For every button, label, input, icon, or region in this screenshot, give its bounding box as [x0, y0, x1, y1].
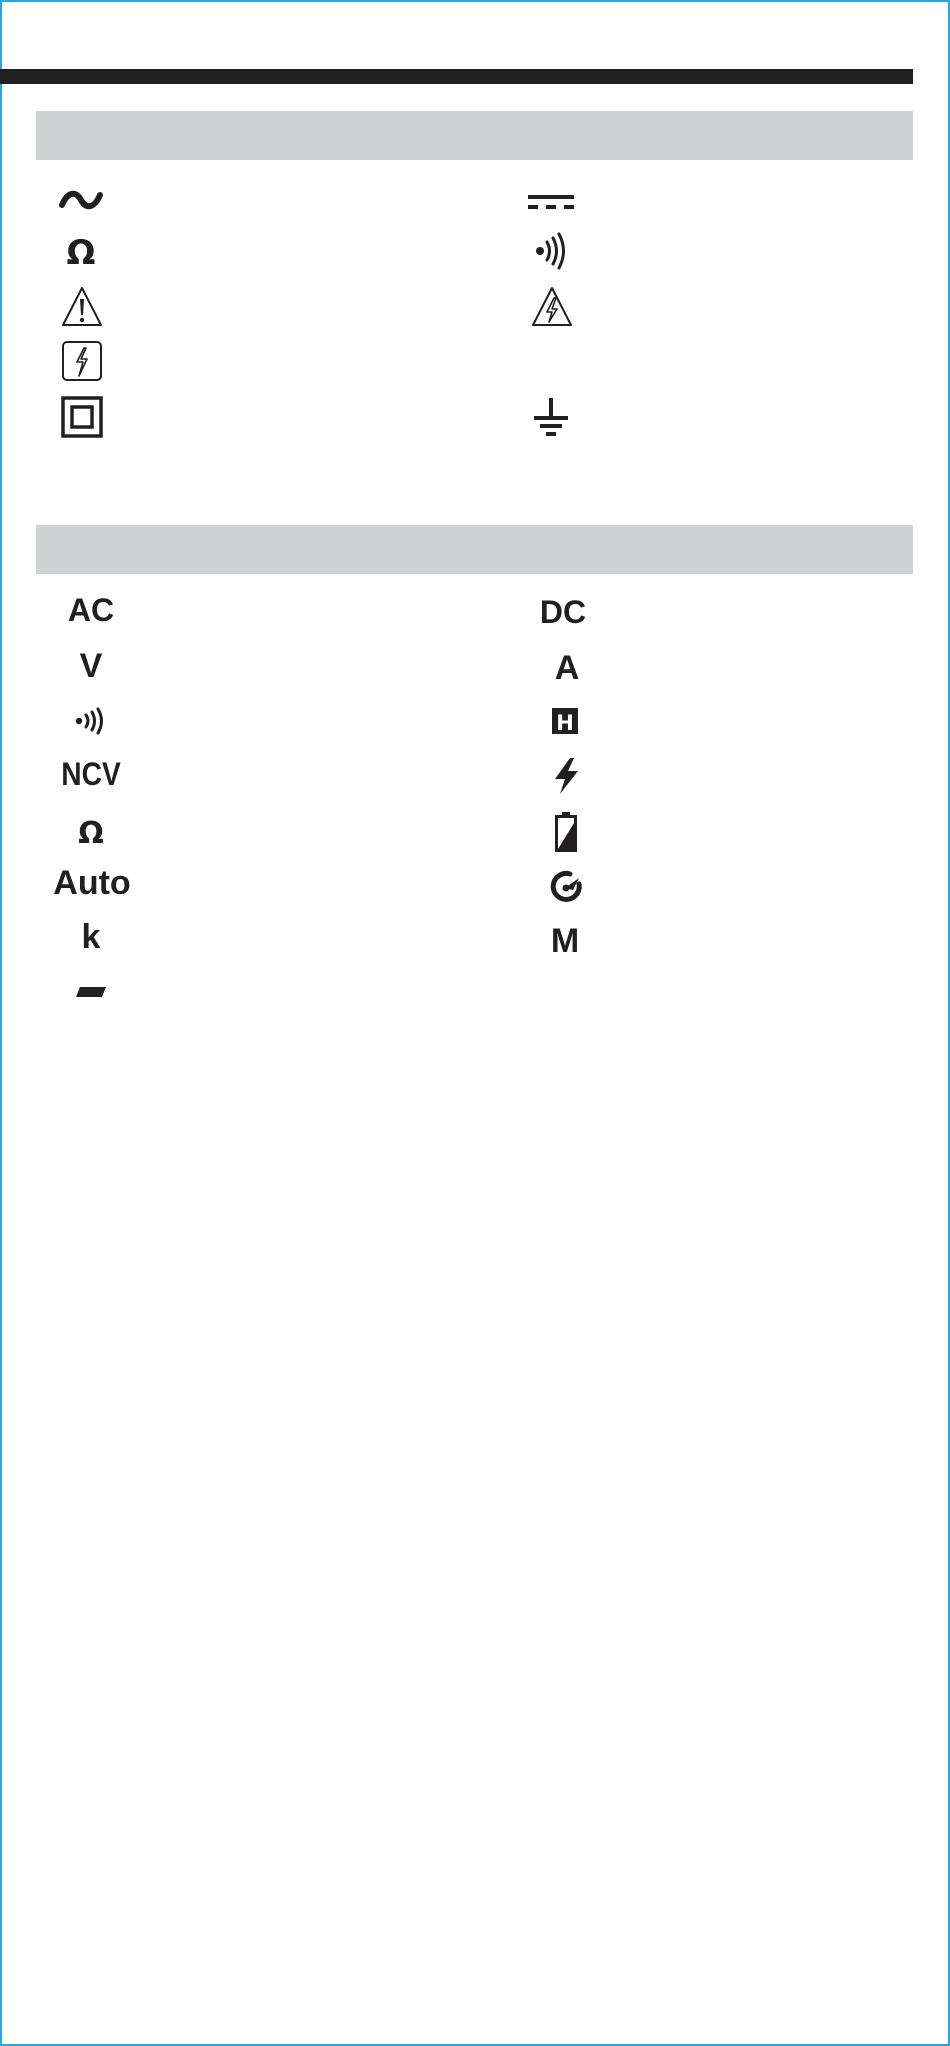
- battery-icon: [552, 810, 580, 854]
- ncv-label: NCV: [61, 756, 121, 792]
- ohm-icon: [60, 231, 102, 271]
- high-voltage-box-icon: [60, 339, 104, 383]
- continuity-buzzer-icon: [530, 229, 572, 273]
- svg-text:H: H: [556, 711, 574, 735]
- svg-text:Ω: Ω: [66, 234, 96, 268]
- kilo-label: k: [81, 918, 101, 956]
- dc-label: DC: [539, 594, 587, 630]
- ohm-label: Ω: [78, 816, 104, 849]
- data-hold-icon: [548, 705, 582, 737]
- lightning-icon: [548, 756, 584, 796]
- mega-label: M: [550, 922, 580, 960]
- ac-label: AC: [67, 592, 115, 628]
- continuity-icon: [70, 704, 112, 738]
- auto-label: Auto: [53, 864, 131, 902]
- double-insulation-icon: [60, 395, 104, 439]
- auto-off-icon: [546, 866, 586, 906]
- ohm-display-icon: [72, 812, 110, 852]
- section-header-band-2: [36, 525, 913, 574]
- dc-icon: [526, 189, 576, 215]
- ac-tilde-icon: [56, 183, 106, 219]
- amp-label: A: [554, 649, 580, 687]
- top-rule: [0, 69, 913, 84]
- warning-triangle-icon: [58, 283, 106, 331]
- section-header-band-1: [36, 111, 913, 160]
- volt-label: V: [79, 647, 103, 685]
- ground-icon: [530, 395, 572, 439]
- high-voltage-triangle-icon: [528, 283, 576, 331]
- negative-sign-icon: [74, 984, 108, 1000]
